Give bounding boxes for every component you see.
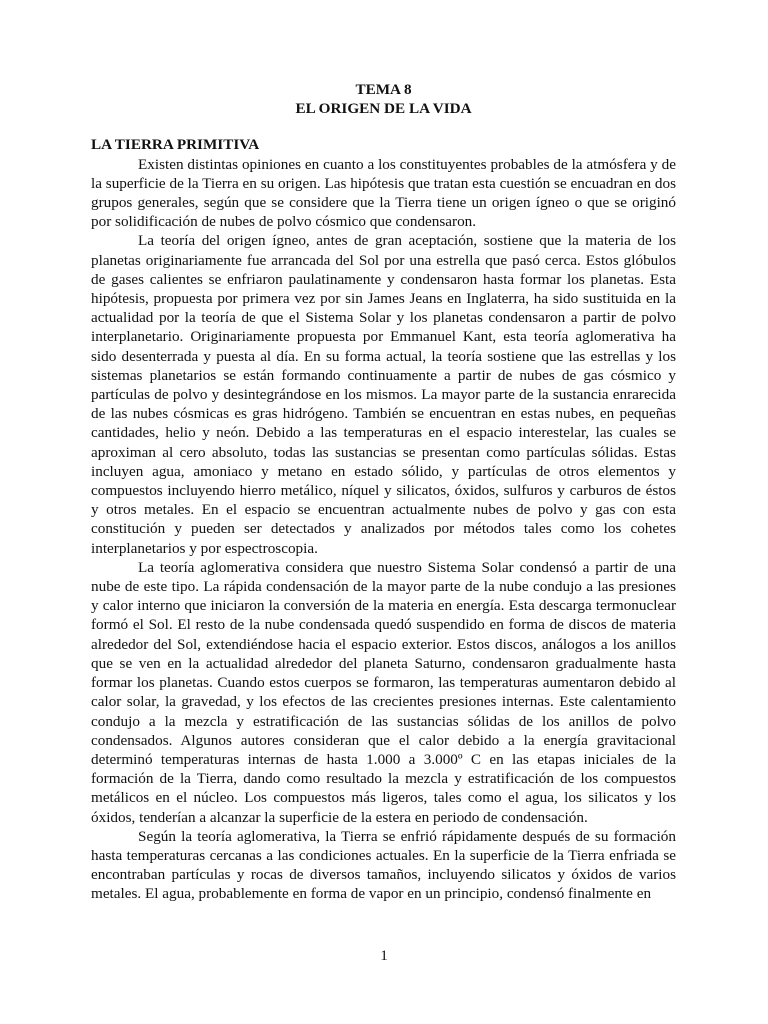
document-page <box>91 80 676 904</box>
paragraph: La teoría del origen ígneo, antes de gran aceptación, sostiene que la materia de los planetas originariamente fue arrancada del Sol por una estrella que pasó cerca. Estos glóbulos de gases calientes se enfriaron paulatinamente y condensaron hasta formar los planetas. Esta hipótesis, propuesta por primera vez por sin James Jeans en Inglaterra, ha sido sustituida en la actualidad por la teoría de que el Sistema Solar y los planetas condensaron a partir de polvo interplanetario. Originariamente propuesta por Emmanuel Kant, esta teoría aglomerativa ha sido desenterrada y puesta al día. En su forma actual, la teoría sostiene que las estrellas y los sistemas planetarios se están formando continuamente a partir de nubes de gas cósmico y partículas de polvo y desintegrándose en los mismos. La mayor parte de la sustancia enrarecida de las nubes cósmicas es gras hidrógeno. También se encuentran en estas nubes, en pequeñas cantidades, helio y neón. Debido a las temperaturas en el espacio interestelar, las cuales se aproximan al cero absoluto, todas las sustancias se presentan como partículas sólidas. Estas incluyen agua, amoniaco y metano en estado sólido, y partículas de otros elementos y compuestos incluyendo hierro metálico, níquel y silicatos, óxidos, sulfuros y carburos de éstos y otros metales. En el espacio se encuentran actualmente nubes de polvo y gas con esta constitución y pueden ser detectados y analizados por métodos tales como los cohetes interplanetarios y por espectroscopia. <box>91 232 676 557</box>
paragraph: Según la teoría aglomerativa, la Tierra se enfrió rápidamente después de su formación hasta temperaturas cercanas a las condiciones actuales. En la superficie de la Tierra enfriada se encontraban partículas y rocas de diversos tamaños, incluyendo silicatos y óxidos de varios metales. El agua, probablemente en forma de vapor en un principio, condensó finalmente en <box>91 827 676 903</box>
document-title-topic: TEMA 8 <box>355 81 412 98</box>
page-number: 1 <box>380 947 388 964</box>
paragraph: La teoría aglomerativa considera que nuestro Sistema Solar condensó a partir de una nube de este tipo. La rápida condensación de la mayor parte de la nube condujo a las presiones y calor interno que iniciaron la conversión de la materia en energía. Esta descarga termonuclear formó el Sol. El resto de la nube condensada quedó suspendido en forma de discos de materia alrededor del Sol, extendiéndose hacia el espacio exterior. Estos discos, análogos a los anillos que se ven en la actualidad alrededor del planeta Saturno, condensaron gradualmente hasta formar los planetas. Cuando estos cuerpos se formaron, las temperaturas aumentaron debido al calor solar, la gravedad, y los efectos de las crecientes presiones internas. Este calentamiento condujo a la mezcla y estratificación de las sustancias sólidas de los anillos de polvo condensados. Algunos autores consideran que el calor debido a la energía gravitacional determinó temperaturas internas de hasta 1.000 a 3.000º C en las etapas iniciales de la formación de la Tierra, dando como resultado la mezcla y estratificación de los compuestos metálicos en el núcleo. Los compuestos más ligeros, tales como el agua, los silicatos y los óxidos, tenderían a alcanzar la superficie de la estera en periodo de condensación. <box>91 558 676 826</box>
document-title: EL ORIGEN DE LA VIDA <box>295 100 472 118</box>
section-heading: LA TIERRA PRIMITIVA <box>91 136 260 154</box>
paragraph: Existen distintas opiniones en cuanto a los constituyentes probables de la atmósfera y de la superficie de la Tierra en su origen. Las hipótesis que tratan esta cuestión se encuadran en dos grupos generales, según que se considere que la Tierra tiene un origen ígneo o que se originó por solidificación de nubes de polvo cósmico que condensaron. <box>91 155 676 231</box>
